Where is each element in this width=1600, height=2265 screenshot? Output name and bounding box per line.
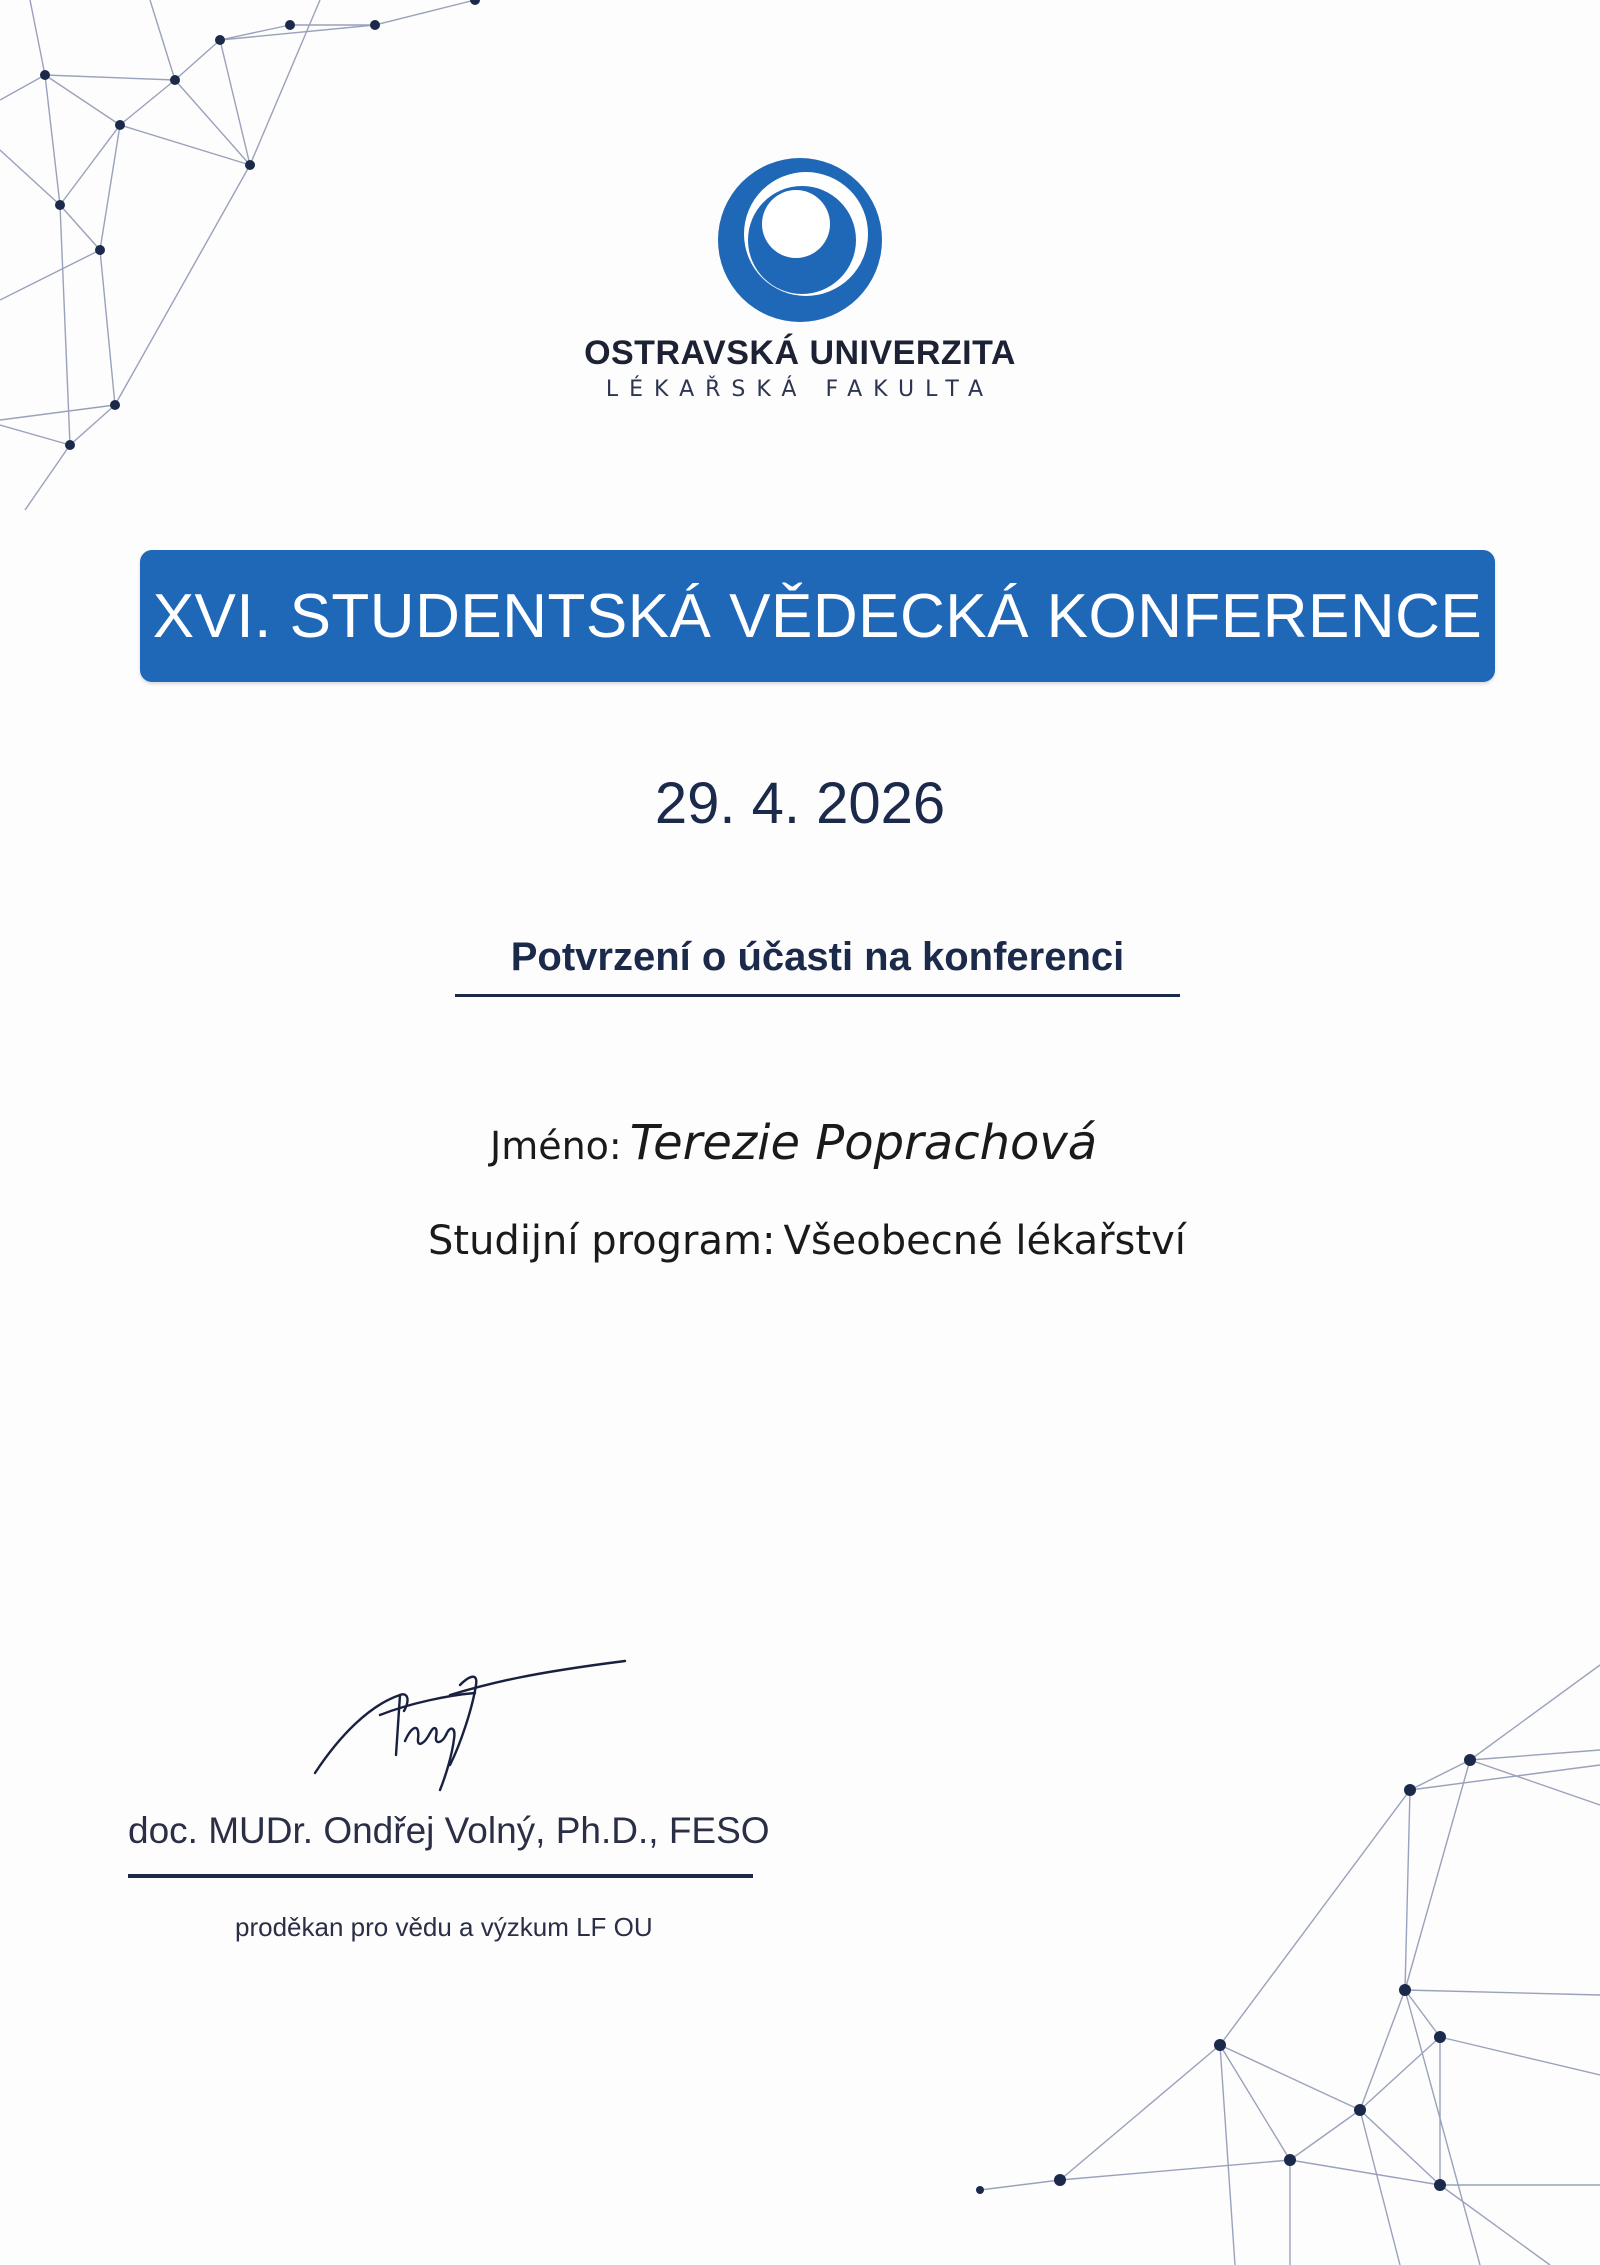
handwritten-signature-icon [300, 1655, 630, 1805]
program-value: Všeobecné lékařství [783, 1218, 1186, 1264]
name-label: Jméno: [490, 1124, 622, 1168]
participant-name-row [490, 1115, 1097, 1171]
signatory-role: proděkan pro vědu a výzkum LF OU [235, 1912, 653, 1942]
conference-title: XVI. STUDENTSKÁ VĚDECKÁ KONFERENCE [152, 581, 1483, 651]
program-label: Studijní program: [428, 1218, 776, 1264]
name-value: Terezie Poprachová [629, 1115, 1098, 1171]
conference-banner [140, 550, 1495, 682]
study-program-row [428, 1218, 1186, 1264]
confirmation-title: Potvrzení o účasti na konferenci [455, 935, 1180, 997]
university-logo-block [560, 150, 1040, 402]
signatory-name: doc. MUDr. Ondřej Volný, Ph.D., FESO [128, 1810, 753, 1878]
network-decoration-bottom-right [960, 1625, 1600, 2265]
network-decoration-top-left [0, 0, 520, 520]
ostravska-univerzita-logo-icon [710, 150, 890, 330]
university-name: OSTRAVSKÁ UNIVERZITA [584, 334, 1016, 372]
faculty-name: LÉKAŘSKÁ FAKULTA [605, 377, 995, 402]
conference-date: 29. 4. 2026 [654, 771, 946, 836]
